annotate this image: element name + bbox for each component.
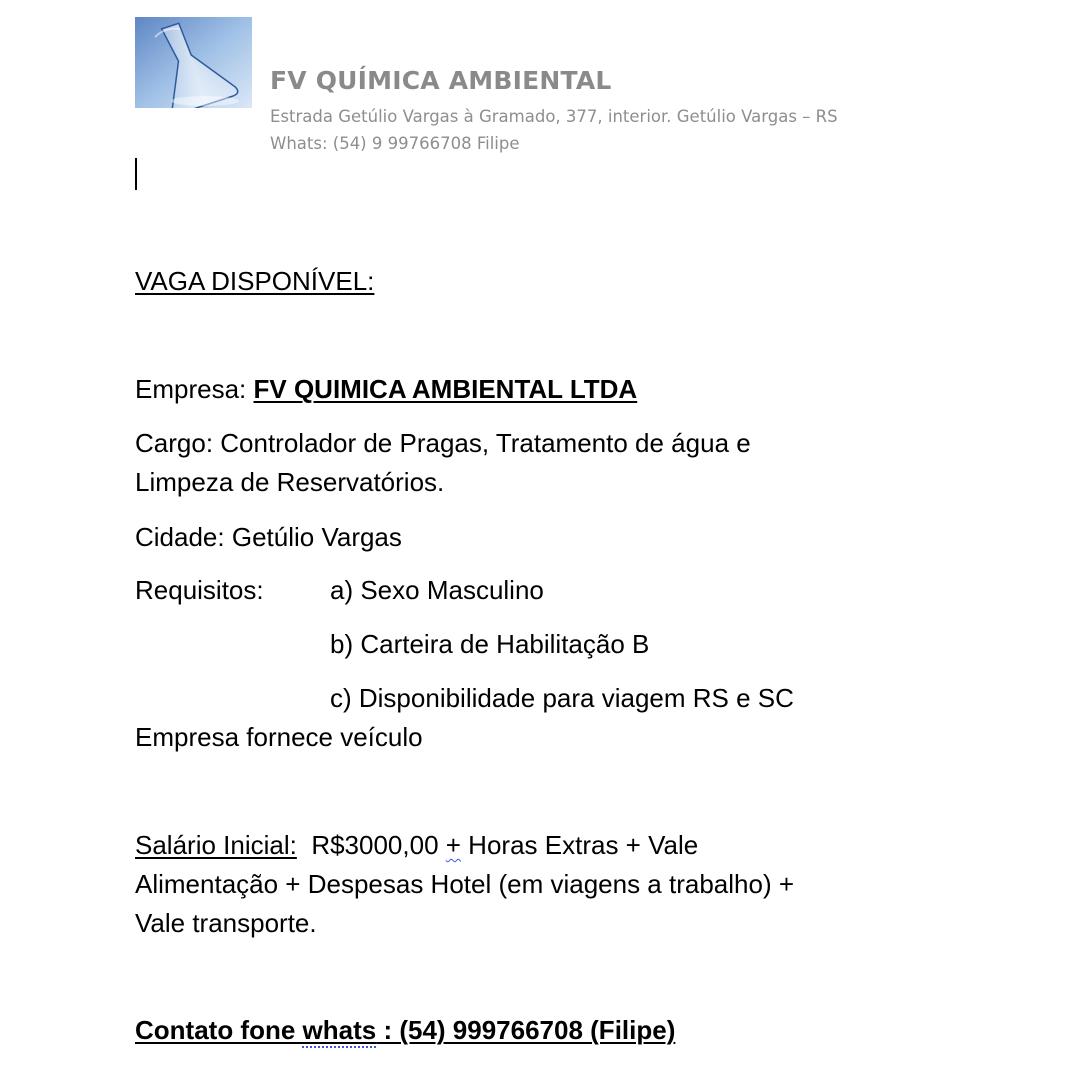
empresa-line	[135, 370, 637, 409]
contato-whats-word: whats	[302, 1015, 377, 1045]
salario-line-1	[135, 826, 698, 865]
salario-value-pre: R$3000,00	[311, 830, 446, 860]
requisito-item: a) Sexo Masculino	[330, 575, 544, 605]
company-whats: Whats: (54) 9 99766708 Filipe	[270, 134, 520, 153]
salario-line-2: Alimentação + Despesas Hotel (em viagens a trabalho) +	[135, 869, 795, 899]
salario-value-post: Horas Extras + Vale	[460, 830, 699, 860]
contato-pre: Contato fone	[135, 1015, 303, 1045]
company-title: FV QUÍMICA AMBIENTAL	[270, 66, 612, 95]
company-address: Estrada Getúlio Vargas à Gramado, 377, interior. Getúlio Vargas – RS	[270, 107, 838, 126]
contato-line	[135, 1011, 675, 1050]
empresa-label: Empresa:	[135, 374, 254, 404]
job-heading: VAGA DISPONÍVEL:	[135, 266, 375, 296]
cidade-line: Cidade: Getúlio Vargas	[135, 522, 402, 552]
empresa-value: FV QUIMICA AMBIENTAL LTDA	[253, 374, 638, 404]
text-cursor	[135, 158, 137, 190]
requisito-item: b) Carteira de Habilitação B	[330, 629, 650, 659]
cargo-line-1: Cargo: Controlador de Pragas, Tratamento de água e	[135, 428, 751, 458]
requisitos-label: Requisitos:	[135, 575, 264, 605]
veiculo-line: Empresa fornece veículo	[135, 722, 423, 752]
contato-post: : (54) 999766708 (Filipe)	[376, 1015, 676, 1045]
lab-flask-icon	[135, 17, 252, 108]
salario-label: Salário Inicial:	[135, 830, 297, 860]
spellcheck-plus: +	[445, 830, 461, 860]
cargo-line-2: Limpeza de Reservatórios.	[135, 467, 445, 497]
requisito-item: c) Disponibilidade para viagem RS e SC	[330, 683, 794, 713]
salario-line-3: Vale transporte.	[135, 908, 317, 938]
